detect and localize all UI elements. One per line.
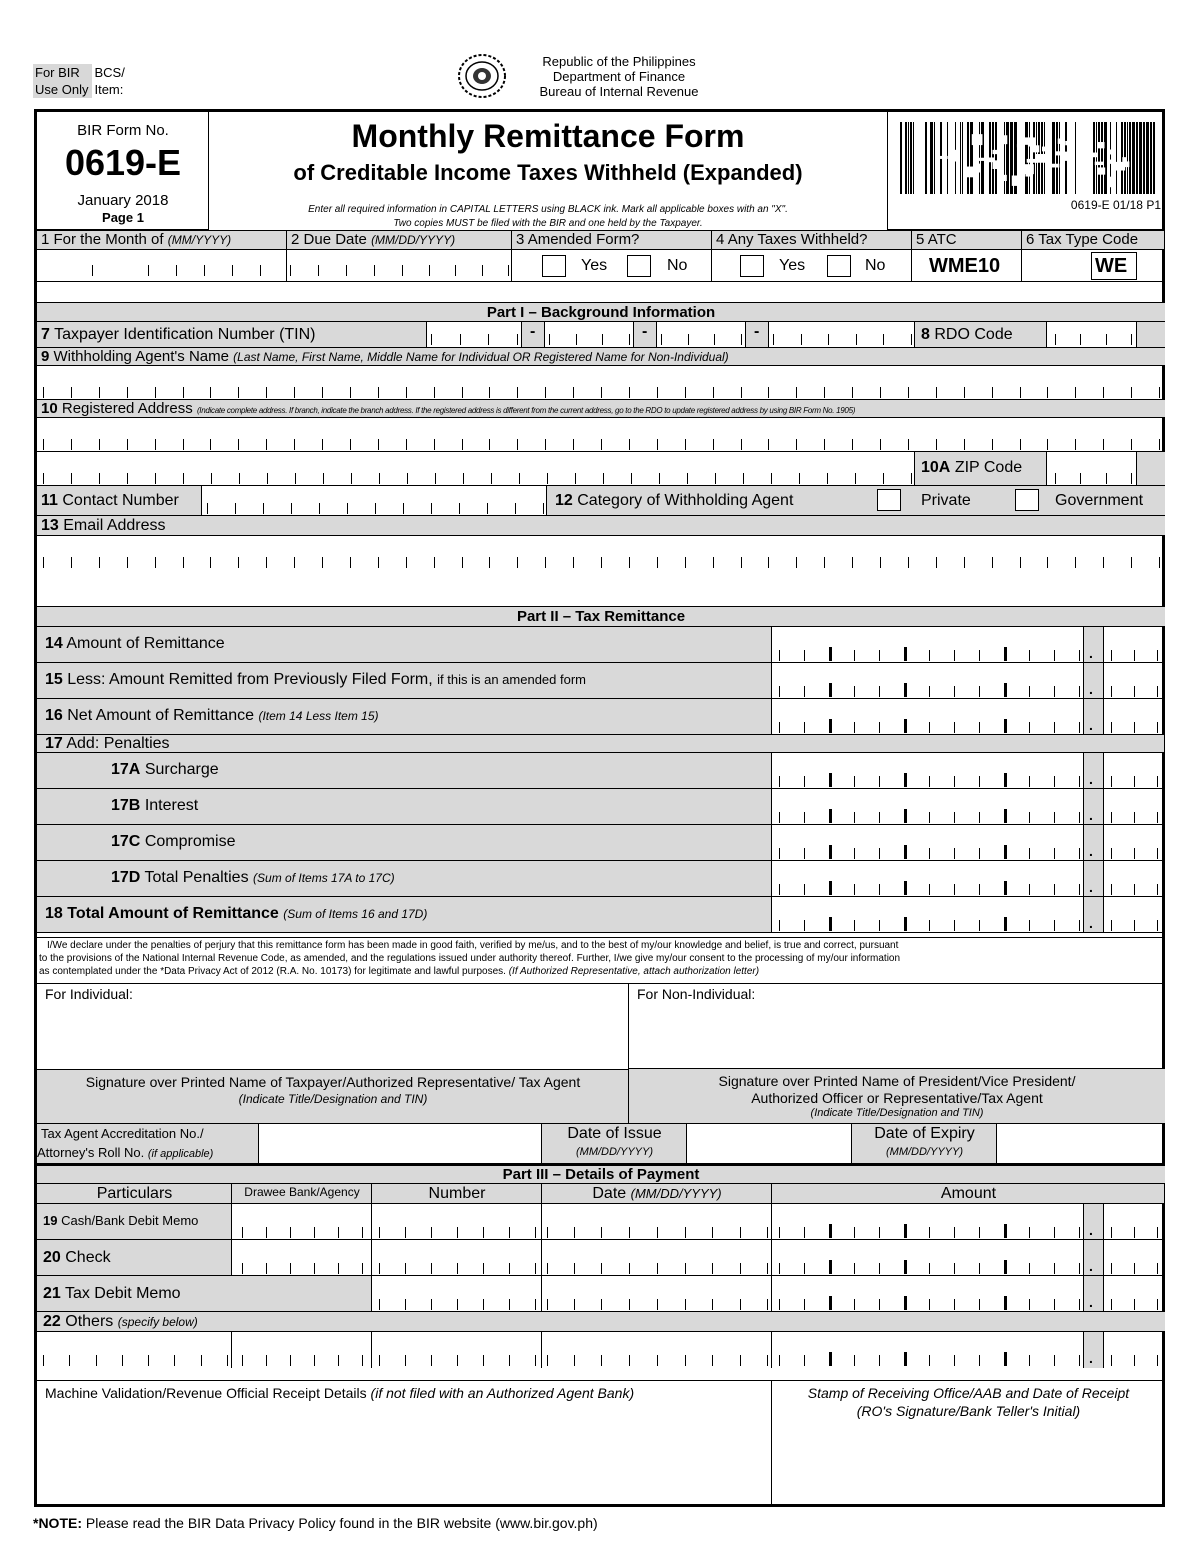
sig-non-text-2: Authorized Officer or Representative/Tax Agent — [751, 1090, 1043, 1106]
part2-row-17A-cents-ticks[interactable] — [1111, 773, 1157, 787]
decimal-point: . — [1089, 807, 1093, 823]
field-3-text — [516, 231, 639, 248]
part2-row-17A-text — [111, 761, 219, 779]
category-label — [555, 492, 793, 510]
part2-row-16-label — [37, 699, 772, 735]
f9-text: Withholding Agent's Name — [53, 348, 229, 365]
dash: - — [754, 323, 760, 340]
field-fmt: (MM/DD/YYYY) — [371, 233, 456, 247]
field-1-text — [41, 231, 231, 248]
amended-no-checkbox[interactable] — [627, 255, 651, 277]
machine-validation-label: Machine Validation/Revenue Official Receipt Details (if not filed with an Authorized Agent Bank) — [45, 1385, 635, 1401]
email-ticks[interactable] — [43, 554, 1159, 568]
col-label: Date — [592, 1185, 627, 1202]
part1-title: Part I – Background Information — [486, 304, 716, 321]
part3-r20-number-ticks[interactable] — [379, 1260, 535, 1274]
part2-row-18-text — [45, 905, 427, 923]
part3-r19-text — [43, 1213, 198, 1228]
row-label: Amount of Remittance — [66, 635, 225, 652]
machine-validation-area — [37, 1380, 772, 1507]
f9-num: 9 — [41, 348, 50, 365]
name-label — [41, 348, 729, 365]
part3-col-h_part — [37, 1184, 232, 1204]
nonindividual-signature-caption — [629, 1069, 1165, 1123]
part2-row-17A-decimal — [1084, 753, 1104, 789]
part2-row-18-decimal — [1084, 897, 1104, 933]
row-label: Cash/Bank Debit Memo — [61, 1213, 199, 1228]
row-label: Total Penalties — [144, 869, 249, 886]
cents-ticks[interactable] — [1111, 1296, 1157, 1310]
withheld-yes-checkbox[interactable] — [740, 255, 764, 277]
declaration-box — [37, 937, 1165, 983]
form-title: Monthly Remittance Form — [351, 118, 745, 154]
part3-title: Part III – Details of Payment — [502, 1166, 700, 1183]
contact-label-cell — [37, 486, 202, 516]
item-label: Item: — [94, 82, 124, 97]
barcode-code: 0619-E 01/18 P1 — [1070, 198, 1161, 212]
f10-note: (Indicate complete address. If branch, indicate the branch address. If the registered address is different from the current address, go to the RDO to update registered address by using BIR Form No. 1905) — [196, 406, 856, 415]
form-no: 0619-E — [64, 142, 182, 183]
due-month-ticks[interactable] — [290, 262, 346, 276]
part2-row-17B-decimal — [1084, 789, 1104, 825]
part3-r20-label — [37, 1240, 232, 1276]
part2-row-15-label — [37, 663, 772, 699]
agency-bir: Bureau of Internal Revenue — [539, 84, 699, 99]
dash: - — [642, 323, 648, 340]
date-yyyy[interactable] — [657, 1224, 767, 1238]
part3-r19-decimal — [1084, 1204, 1104, 1240]
address-label — [41, 400, 855, 417]
row-note: if this is an amended form — [437, 672, 587, 687]
cents-ticks[interactable] — [1111, 1260, 1157, 1274]
nonindividual-signature-area[interactable] — [629, 983, 1165, 1069]
due-day-ticks[interactable] — [346, 262, 402, 276]
tin-ticks-2[interactable] — [549, 331, 629, 345]
part2-row-17C-ticks[interactable] — [779, 845, 1079, 859]
agency-republic: Republic of the Philippines — [542, 54, 696, 69]
date-expiry-fmt: (MM/DD/YYYY) — [886, 1146, 963, 1158]
form-no-label: BIR Form No. — [77, 122, 169, 139]
due-year-ticks[interactable] — [402, 262, 508, 276]
field-3-label — [512, 230, 712, 250]
part2-row-16-decimal — [1084, 699, 1104, 735]
for-nonindividual-label: For Non-Individual: — [637, 986, 756, 1002]
part3-r22-decimal — [1084, 1332, 1104, 1368]
r22-part-ticks[interactable] — [43, 1352, 227, 1366]
r22-amount-ticks[interactable] — [779, 1352, 1079, 1366]
row-label: Others — [65, 1313, 114, 1330]
f10a-num: 10A — [921, 459, 951, 476]
field-5-label — [912, 230, 1022, 250]
col-label: Amount — [940, 1185, 997, 1202]
tin-label — [41, 326, 316, 344]
stamp-label-1: Stamp of Receiving Office/AAB and Date of Receipt — [807, 1385, 1130, 1401]
part2-row-17C-text — [111, 833, 236, 851]
withheld-no-checkbox[interactable] — [827, 255, 851, 277]
decimal-point: . — [1089, 1222, 1093, 1238]
address-ticks-2[interactable] — [43, 470, 911, 484]
part3-col-h_part-text — [37, 1185, 232, 1203]
decimal-point: . — [1089, 771, 1093, 787]
field-num: 5 — [916, 231, 925, 248]
part2-row-17D-ticks[interactable] — [779, 881, 1079, 895]
row-note: (Sum of Items 17A to 17C) — [253, 871, 395, 885]
sig-non-text-1: Signature over Printed Name of President/Vice President/ — [718, 1073, 1076, 1089]
tax-type-value: WE — [1095, 255, 1128, 277]
decl-line-1: I/We declare under the penalties of perjury that this remittance form has been made in good faith, verified by me/us, and to the best of my/our knowledge and belief, is true and correct, pursuant — [47, 940, 899, 951]
part2-row-16-ticks[interactable] — [779, 719, 1079, 733]
date-expiry-text: Date of Expiry — [874, 1125, 975, 1142]
field-num: 6 — [1026, 231, 1035, 248]
field-1-label — [37, 230, 287, 250]
dash: - — [530, 323, 536, 340]
field-num: 1 — [41, 231, 50, 248]
part3-r19-number-ticks[interactable] — [379, 1224, 535, 1238]
row-note: (Sum of Items 16 and 17D) — [283, 907, 428, 921]
part3-r20-text — [43, 1249, 111, 1267]
sig-ind-note: (Indicate Title/Designation and TIN) — [238, 1092, 428, 1106]
part3-r19-label — [37, 1204, 232, 1240]
part3-header — [37, 1163, 1165, 1184]
part2-row-17C-label — [37, 825, 772, 861]
part3-r21-decimal — [1084, 1276, 1104, 1312]
part3-r22-text — [43, 1313, 198, 1331]
field-name: Tax Type Code — [1038, 231, 1139, 248]
agency-block — [514, 54, 724, 99]
tin-dash-1 — [521, 322, 545, 348]
row-num: 18 — [45, 905, 63, 922]
bcs-label: BCS/ — [94, 65, 125, 80]
row-num: 20 — [43, 1249, 61, 1266]
date-issue-input[interactable] — [687, 1123, 852, 1163]
field-4-text — [716, 231, 868, 248]
part2-row-15-cents-ticks[interactable] — [1111, 683, 1157, 697]
part3-r19-amount-ticks[interactable] — [779, 1224, 1079, 1238]
date-mm[interactable] — [547, 1224, 601, 1238]
row-num: 17A — [111, 761, 141, 778]
name-ticks[interactable] — [43, 384, 1159, 398]
part1-header — [37, 302, 1165, 322]
agent-accreditation-input[interactable] — [259, 1123, 542, 1163]
date-issue-text: Date of Issue — [567, 1125, 662, 1142]
part3-r20-amount-ticks[interactable] — [779, 1260, 1079, 1274]
field-name: Any Taxes Withheld? — [727, 231, 868, 248]
amended-no-label: No — [667, 257, 688, 274]
part2-header — [37, 606, 1165, 627]
row-num: 17 — [45, 735, 63, 752]
withheld-no-label: No — [865, 257, 886, 274]
part3-r21-number-ticks[interactable] — [379, 1296, 535, 1310]
part2-row-17A-label — [37, 753, 772, 789]
row-note: (Item 14 Less Item 15) — [258, 709, 379, 723]
f12-num: 12 — [555, 492, 573, 509]
row-label: Check — [65, 1249, 111, 1266]
for-bir-label: For BIR — [33, 64, 92, 81]
field-num: 4 — [716, 231, 725, 248]
part2-row-17B-cents-ticks[interactable] — [1111, 809, 1157, 823]
sig-non-note: (Indicate Title/Designation and TIN) — [810, 1107, 984, 1119]
tin-ticks-3[interactable] — [661, 331, 741, 345]
part2-row-17D-text — [111, 869, 395, 887]
rdo-label-cell — [915, 322, 1047, 348]
instructions-1: Enter all required information in CAPITAL LETTERS using BLACK ink. Mark all applicable boxes with an "X". — [308, 204, 788, 215]
decimal-point: . — [1089, 843, 1093, 859]
part3-col-h_amount — [772, 1184, 1165, 1204]
email-label — [41, 517, 166, 535]
f7-num: 7 — [41, 326, 50, 343]
row-num: 14 — [45, 635, 63, 652]
f13-text: Email Address — [63, 517, 166, 534]
f12-text: Category of Withholding Agent — [577, 492, 794, 509]
part2-row-17C-cents-ticks[interactable] — [1111, 845, 1157, 859]
tin-label-cell — [37, 322, 427, 348]
part3-col-h_number-text — [372, 1185, 542, 1203]
part2-row-15-decimal — [1084, 663, 1104, 699]
f11-num: 11 — [41, 492, 58, 509]
field-4-label — [712, 230, 912, 250]
part2-row-14-decimal — [1084, 627, 1104, 663]
rdo-end — [1137, 322, 1165, 348]
part2-row-14-ticks[interactable] — [779, 647, 1079, 661]
email-label-cell — [37, 516, 1165, 536]
part3-r19-bank-ticks[interactable] — [242, 1224, 362, 1238]
part2-row-17D-label — [37, 861, 772, 897]
barcode-icon — [900, 122, 1158, 194]
part2-row-17-label — [37, 735, 1165, 753]
part2-row-18-label — [37, 897, 772, 933]
field-5-text — [916, 231, 957, 248]
tin-ticks-1[interactable] — [431, 331, 517, 345]
row-note: (specify below) — [117, 1315, 198, 1329]
r22-number-ticks[interactable] — [379, 1352, 535, 1366]
row-num: 17C — [111, 833, 141, 850]
part2-row-17D-decimal — [1084, 861, 1104, 897]
date-issue-label — [542, 1123, 687, 1163]
col-label: Number — [428, 1185, 486, 1202]
part3-col-h_amount-text — [772, 1185, 1165, 1203]
decimal-point: . — [1089, 645, 1093, 661]
f7-text: Taxpayer Identification Number (TIN) — [54, 326, 316, 343]
row-num: 17B — [111, 797, 141, 814]
part3-r22-label — [37, 1312, 1165, 1332]
part2-row-15-ticks[interactable] — [779, 683, 1079, 697]
part3-r21-label — [37, 1276, 372, 1312]
decimal-point: . — [1089, 681, 1093, 697]
part3-col-h_number — [372, 1184, 542, 1204]
withheld-yes-label: Yes — [779, 257, 806, 274]
date-expiry-input[interactable] — [997, 1123, 1165, 1163]
date-dd[interactable] — [601, 1296, 657, 1310]
part3-r20-bank-ticks[interactable] — [242, 1260, 362, 1274]
government-checkbox[interactable] — [1015, 489, 1039, 511]
f8-num: 8 — [921, 326, 930, 343]
for-individual-label: For Individual: — [45, 986, 133, 1002]
zip-label — [921, 459, 1022, 477]
part3-r21-amount-ticks[interactable] — [779, 1296, 1079, 1310]
col-label: Drawee Bank/Agency — [244, 1185, 360, 1199]
field-6-label — [1022, 230, 1165, 250]
date-dd[interactable] — [601, 1260, 657, 1274]
f13-num: 13 — [41, 517, 59, 534]
name-label-cell — [37, 348, 1165, 366]
part2-row-18-ticks[interactable] — [779, 917, 1079, 931]
field-fmt: (MM/YYYY) — [167, 233, 232, 247]
form-number-box — [37, 112, 209, 230]
date-mm[interactable] — [547, 1296, 601, 1310]
decimal-point: . — [1089, 1350, 1093, 1366]
part2-row-17A-ticks[interactable] — [779, 773, 1079, 787]
row-label: Tax Debit Memo — [64, 1285, 181, 1302]
amended-yes-label: Yes — [581, 257, 608, 274]
part2-row-14-label — [37, 627, 772, 663]
f10-text: Registered Address — [61, 400, 193, 417]
date-mm[interactable] — [547, 1260, 601, 1274]
stamp-label-2: (RO's Signature/Bank Teller's Initial) — [856, 1403, 1081, 1419]
form-subtitle: of Creditable Income Taxes Withheld (Expanded) — [293, 160, 803, 185]
r22-cents-ticks[interactable] — [1111, 1352, 1157, 1366]
sig-ind-text: Signature over Printed Name of Taxpayer/Authorized Representative/ Tax Agent — [85, 1074, 581, 1090]
f9-note: (Last Name, First Name, Middle Name for Individual OR Registered Name for Non-Individual) — [233, 350, 729, 364]
stamp-area — [772, 1380, 1165, 1507]
cents-ticks[interactable] — [1111, 1224, 1157, 1238]
field-num: 3 — [516, 231, 525, 248]
field-name: ATC — [927, 231, 957, 248]
f10a-text: ZIP Code — [954, 459, 1023, 476]
field-name: Due Date — [303, 231, 367, 248]
part2-row-17B-ticks[interactable] — [779, 809, 1079, 823]
part2-row-17B-text — [111, 797, 198, 815]
month-ticks[interactable] — [92, 262, 148, 276]
col-fmt: (MM/DD/YYYY) — [630, 1186, 722, 1201]
agent-label-2: Attorney's Roll No. (if applicable) — [37, 1145, 214, 1160]
part3-r21-text — [43, 1285, 181, 1303]
date-expiry-label — [852, 1123, 997, 1163]
row-num: 22 — [43, 1313, 61, 1330]
part2-row-16-text — [45, 707, 379, 725]
part2-row-17D-cents-ticks[interactable] — [1111, 881, 1157, 895]
field-2-label — [287, 230, 512, 250]
bir-seal-icon — [457, 53, 507, 99]
year-ticks[interactable] — [148, 262, 260, 276]
government-label: Government — [1055, 492, 1144, 509]
address-label-cell — [37, 400, 1165, 418]
decimal-point: . — [1089, 915, 1093, 931]
part3-r20-decimal — [1084, 1240, 1104, 1276]
rdo-ticks[interactable] — [1055, 331, 1131, 345]
tin-dash-2 — [633, 322, 657, 348]
row-label: Surcharge — [144, 761, 219, 778]
row-label: Interest — [144, 797, 199, 814]
part3-col-h_date-text — [542, 1185, 772, 1203]
rdo-label — [921, 326, 1013, 344]
form-body — [34, 109, 1165, 1507]
part2-row-15-text — [45, 671, 586, 689]
agent-label-1: Tax Agent Accreditation No./ — [41, 1126, 204, 1141]
contact-label — [41, 492, 179, 510]
part2-row-14-cents-ticks[interactable] — [1111, 647, 1157, 661]
decl-line-3: as contemplated under the *Data Privacy Act of 2012 (R.A. No. 10173) for legitimate and lawful purposes. (If Authorized Representative, attach authorization letter) — [39, 966, 760, 977]
date-yyyy[interactable] — [657, 1296, 767, 1310]
row-label: Less: Amount Remitted from Previously Filed Form, — [67, 671, 433, 688]
address-ticks-1[interactable] — [43, 436, 1159, 450]
part2-title: Part II – Tax Remittance — [516, 608, 686, 625]
zip-label-cell — [915, 452, 1047, 486]
private-label: Private — [921, 492, 971, 509]
part2-row-17C-decimal — [1084, 825, 1104, 861]
field-name: Amended Form? — [527, 231, 640, 248]
part3-col-h_date — [542, 1184, 772, 1204]
row-num: 17D — [111, 869, 141, 886]
date-dd[interactable] — [601, 1224, 657, 1238]
part3-col-h_bank — [232, 1184, 372, 1204]
date-issue-fmt: (MM/DD/YYYY) — [576, 1146, 653, 1158]
zip-end — [1137, 452, 1165, 486]
contact-ticks[interactable] — [207, 500, 543, 514]
row-num: 21 — [43, 1285, 61, 1302]
f11-text: Contact Number — [62, 492, 179, 509]
decimal-point: . — [1089, 1258, 1093, 1274]
agent-accreditation-label — [37, 1123, 259, 1163]
form-page: Page 1 — [102, 210, 144, 225]
row-label: Total Amount of Remittance — [67, 905, 279, 922]
r22-bank-ticks[interactable] — [242, 1352, 362, 1366]
use-only-label: Use Only — [33, 81, 92, 98]
part2-row-17B-label — [37, 789, 772, 825]
amended-yes-checkbox[interactable] — [542, 255, 566, 277]
row-num: 15 — [45, 671, 63, 688]
row-label: Add: Penalties — [66, 735, 170, 752]
agency-dof: Department of Finance — [552, 69, 686, 84]
individual-signature-caption — [37, 1069, 629, 1123]
row-num: 16 — [45, 707, 63, 724]
instructions-2: Two copies MUST be filed with the BIR and one held by the Taxpayer. — [393, 218, 703, 229]
field-name: For the Month of — [53, 231, 164, 248]
part2-row-18-cents-ticks[interactable] — [1111, 917, 1157, 931]
date-yyyy[interactable] — [657, 1260, 767, 1274]
decimal-point: . — [1089, 717, 1093, 733]
form-date: January 2018 — [77, 192, 169, 209]
private-checkbox[interactable] — [877, 489, 901, 511]
decimal-point: . — [1089, 1294, 1093, 1310]
bir-use-only — [33, 64, 129, 98]
decl-line-2: to the provisions of the National Internal Revenue Code, as amended, and the regulations issued under authority thereof. Further, I/we give my/our consent to the processing of my/our information — [39, 953, 901, 964]
date-yyyy[interactable] — [657, 1352, 767, 1366]
f8-text: RDO Code — [934, 326, 1013, 343]
zip-ticks[interactable] — [1055, 470, 1131, 484]
footer-note: *NOTE: Please read the BIR Data Privacy Policy found in the BIR website (www.bir.gov.ph) — [33, 1515, 598, 1531]
atc-value: WME10 — [929, 255, 1001, 277]
field-6-text — [1026, 231, 1138, 248]
part2-row-14-text — [45, 635, 225, 653]
barcode-box — [887, 112, 1165, 230]
f10-num: 10 — [41, 400, 58, 417]
tin-ticks-4[interactable] — [773, 331, 911, 345]
date-dd[interactable] — [601, 1352, 657, 1366]
tin-dash-3 — [745, 322, 769, 348]
row-label: Net Amount of Remittance — [67, 707, 255, 724]
field-2-text — [291, 231, 455, 248]
part2-row-17-text — [45, 735, 170, 753]
row-label: Compromise — [144, 833, 236, 850]
part2-row-16-cents-ticks[interactable] — [1111, 719, 1157, 733]
col-label: Particulars — [96, 1185, 173, 1202]
field-num: 2 — [291, 231, 300, 248]
decimal-point: . — [1089, 879, 1093, 895]
row-num: 19 — [43, 1213, 58, 1228]
date-mm[interactable] — [547, 1352, 601, 1366]
part3-col-h_bank-text — [232, 1185, 372, 1199]
